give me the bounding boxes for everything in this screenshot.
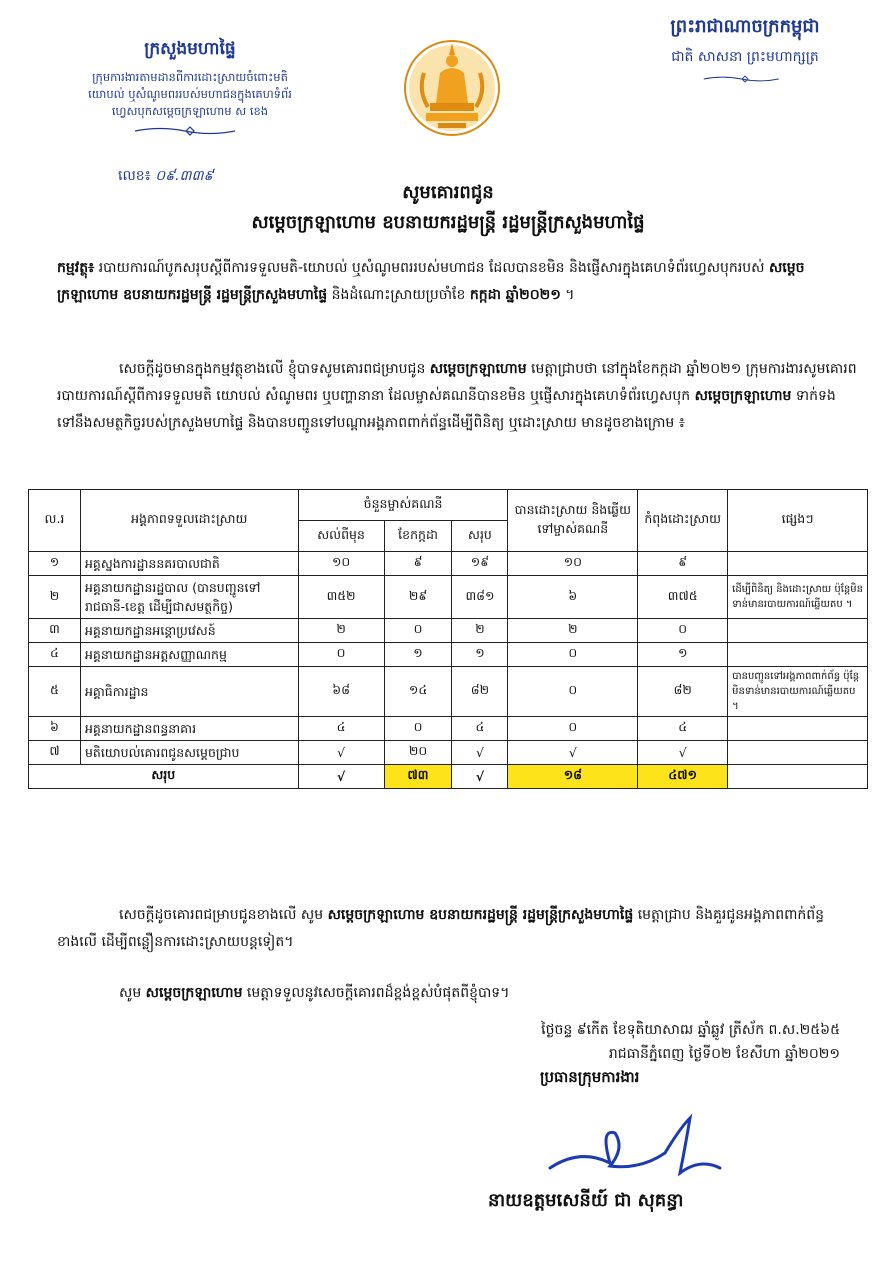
- respect-paragraph: សូម សម្តេចក្រឡាហោម មេត្តាទទួលនូវសេចក្តីគោរពដ៏ខ្ពង់ខ្ពស់បំផុតពីខ្ញុំបាទ។: [119, 985, 510, 1001]
- table-cell-sum: ៣៨១: [452, 576, 508, 619]
- header-in-progress: កំពុងដោះស្រាយ: [638, 490, 728, 552]
- total-label: សរុប: [29, 765, 299, 789]
- table-cell-in-progress: ៣៧៥: [638, 576, 728, 619]
- table-cell-prev: ៤: [298, 717, 384, 741]
- table-row: [29, 552, 868, 576]
- table-cell-resolved: ០: [508, 643, 638, 667]
- kingdom-header: [610, 14, 880, 88]
- body-paragraph: សេចក្តីដូចមានក្នុងកម្មវត្ថុខាងលើ ខ្ញុំបាទសូមគោរពជម្រាបជូន សម្តេចក្រឡាហោម មេត្តាជ្រាបថា នៅក្នុងខែកក្កដា ឆ្នាំ២០២១ ក្រុមការងារសូមគោរពរបាយការណ៍ស្តីពីការទទួលមតិ យោបល់ សំណូមពរ ឬបញ្ហានានា ដែលម្ចាស់គណនីបានខមិន ឬផ្ញើសារក្នុងគេហទំព័រហ្វេសបុក សម្តេចក្រឡាហោម ទាក់ទងទៅនឹងសមត្ថកិច្ចរបស់ក្រសួងមហាផ្ទៃ និងបានបញ្ជូនទៅបណ្តាអង្គភាពពាក់ព័ន្ធដើម្បីពិនិត្យ ឬដោះស្រាយ មានដូចខាងក្រោម ៖: [57, 361, 857, 431]
- total-resolved-cell: ១៨: [508, 765, 638, 789]
- national-motto: ជាតិ សាសនា ព្រះមហាក្សត្រ: [671, 49, 819, 65]
- table-cell-unit: អគ្គនាយកដ្ឋានអត្តសញ្ញាណកម្ម: [80, 643, 298, 667]
- table-header-row: [29, 490, 868, 521]
- table-cell-no: ៧: [29, 741, 81, 765]
- table-row: [29, 619, 868, 643]
- table-row: [29, 741, 868, 765]
- ministry-subtitle: ក្រុមការងារតាមដានពីការដោះស្រាយចំពោះមតិ យោបល់ ឬសំណូមពររបស់មហាជនក្នុងគេហទំព័រ ហ្វេសបុកសម្តេចក្រឡាហោម ស ខេង: [88, 70, 292, 118]
- header-no: ល.រ: [29, 490, 81, 552]
- reference-number-value: ០៩.៣៣៩: [155, 168, 214, 184]
- table-cell-month: ១: [384, 643, 452, 667]
- table-cell-in-progress: ៤: [638, 717, 728, 741]
- office-title: ប្រធានក្រុមការងារ: [540, 1068, 640, 1086]
- table-cell-other: ដើម្បីពិនិត្យ និងដោះស្រាយ ប៉ុន្តែមិនទាន់មានរបាយការណ៍ឆ្លើយតប ។: [728, 576, 868, 619]
- table-cell-unit: អគ្គនាយកដ្ឋានរដ្ឋបាល (បានបញ្ជូនទៅរាជធានី-ខេត្ត ដើម្បីជាសមត្ថកិច្ច): [80, 576, 298, 619]
- table-cell-unit: អគ្គាធិការដ្ឋាន: [80, 667, 298, 717]
- table-cell-resolved: ០: [508, 667, 638, 717]
- table-cell-resolved: ២: [508, 619, 638, 643]
- kingdom-name: ព្រះរាជាណាចក្រកម្ពុជា: [670, 16, 820, 37]
- table-cell-prev: ៣៥២: [298, 576, 384, 619]
- table-cell-no: ៥: [29, 667, 81, 717]
- table-cell-month: ៩: [384, 552, 452, 576]
- table-cell-month: ២០: [384, 741, 452, 765]
- table-cell-unit: អគ្គស្នងការដ្ឋាននគរបាលជាតិ: [80, 552, 298, 576]
- header-other: ផ្សេងៗ: [728, 490, 868, 552]
- date-block: [400, 1018, 840, 1066]
- total-month-cell: ៧៣: [384, 765, 452, 789]
- header-resolved: បានដោះស្រាយ និងឆ្លើយទៅម្ចាស់គណនី: [508, 490, 638, 552]
- table-cell-no: ៤: [29, 643, 81, 667]
- header-sum: សរុប: [452, 521, 508, 552]
- table-row: [29, 717, 868, 741]
- table-cell-sum: ២: [452, 619, 508, 643]
- header-month: ខែកក្កដា: [384, 521, 452, 552]
- table-cell-unit: អគ្គនាយកដ្ឋានពន្ធនាគារ: [80, 717, 298, 741]
- header-prev: សល់ពីមុន: [298, 521, 384, 552]
- table-cell-other: [728, 619, 868, 643]
- subject-label: កម្មវត្ថុ៖: [57, 260, 95, 276]
- table-cell-resolved: ១០: [508, 552, 638, 576]
- royal-emblem-icon: [402, 33, 502, 143]
- reference-number: លេខ៖ ០៩.៣៣៩: [118, 168, 214, 184]
- table-cell-other: [728, 643, 868, 667]
- table-cell-sum: ១: [452, 643, 508, 667]
- report-table: [28, 489, 868, 789]
- table-cell-other: [728, 552, 868, 576]
- table-row: [29, 576, 868, 619]
- table-cell-in-progress: ៨២: [638, 667, 728, 717]
- header-unit: អង្គភាពទទួលដោះស្រាយ: [80, 490, 298, 552]
- handwritten-signature-icon: [540, 1108, 760, 1188]
- table-cell-prev: √: [298, 741, 384, 765]
- table-cell-month: ១៤: [384, 667, 452, 717]
- table-cell-resolved: ៦: [508, 576, 638, 619]
- table-cell-sum: ៨២: [452, 667, 508, 717]
- table-cell-no: ១: [29, 552, 81, 576]
- table-cell-prev: ២: [298, 619, 384, 643]
- table-cell-other: [728, 717, 868, 741]
- recipient-title: សម្តេចក្រឡាហោម ឧបនាយករដ្ឋមន្ត្រី រដ្ឋមន្ត្រីក្រសួងមហាផ្ទៃ: [251, 212, 645, 233]
- table-cell-in-progress: ៩: [638, 552, 728, 576]
- header-accounts: ចំនួនម្ចាស់គណនី: [298, 490, 508, 521]
- table-cell-month: ២៩: [384, 576, 452, 619]
- ornament-divider-icon: [130, 126, 250, 136]
- ornament-divider-icon: [700, 74, 790, 84]
- lunar-date: ថ្ងៃចន្ទ ៩កើត ខែទុតិយាសាឍ ឆ្នាំឆ្លូវ ត្រីស័ក ព.ស.២៥៦៥: [541, 1022, 840, 1038]
- solar-date: រាជធានីភ្នំពេញ ថ្ងៃទី០២ ខែសីហា ឆ្នាំ២០២១: [608, 1046, 840, 1062]
- table-cell-other: បានបញ្ជូនទៅអង្គភាពពាក់ព័ន្ធ ប៉ុន្តែមិនទាន់មានរបាយការណ៍ឆ្លើយតប ។: [728, 667, 868, 717]
- table-cell-no: ២: [29, 576, 81, 619]
- table-row: [29, 667, 868, 717]
- table-cell-sum: ៤: [452, 717, 508, 741]
- table-row: [29, 643, 868, 667]
- table-cell-unit: មតិយោបល់គោរពជូនសម្តេចជ្រាប: [80, 741, 298, 765]
- table-cell-resolved: √: [508, 741, 638, 765]
- signatory-name: នាយឧត្តមសេនីយ៍ ជា សុគន្ធា: [488, 1190, 684, 1211]
- table-cell-no: ៦: [29, 717, 81, 741]
- table-cell-prev: ១០: [298, 552, 384, 576]
- closing-paragraph: សេចក្តីដូចគោរពជម្រាបជូនខាងលើ សូម សម្តេចក្រឡាហោម ឧបនាយករដ្ឋមន្ត្រី រដ្ឋមន្ត្រីក្រសួងមហាផ្ទៃ មេត្តាជ្រាប និងគួរជូនអង្គភាពពាក់ព័ន្ធខាងលើ ដើម្បីពន្លឿនការដោះស្រាយបន្តទៀត។: [57, 907, 825, 950]
- table-cell-sum: ១៩: [452, 552, 508, 576]
- table-cell-no: ៣: [29, 619, 81, 643]
- table-cell-other: [728, 741, 868, 765]
- table-cell-month: ០: [384, 619, 452, 643]
- table-cell-prev: ០: [298, 643, 384, 667]
- table-cell-prev: ៦៨: [298, 667, 384, 717]
- table-cell-month: ០: [384, 717, 452, 741]
- total-in-progress-cell: ៤៧១: [638, 765, 728, 789]
- salutation: សូមគោរពជូន: [402, 182, 494, 203]
- ministry-name: ក្រសួងមហាផ្ទៃ: [144, 39, 236, 59]
- table-cell-unit: អគ្គនាយកដ្ឋានអន្តោប្រវេសន៍: [80, 619, 298, 643]
- table-total-row: សរុប √ ៧៣ √ ១៨ ៤៧១: [29, 765, 868, 789]
- table-cell-in-progress: √: [638, 741, 728, 765]
- ministry-header: [40, 38, 340, 140]
- table-cell-in-progress: ១: [638, 643, 728, 667]
- table-cell-resolved: ០: [508, 717, 638, 741]
- table-cell-sum: √: [452, 741, 508, 765]
- subject-paragraph: កម្មវត្ថុ៖ របាយការណ៍បូកសរុបស្តីពីការទទួលមតិ-យោបល់ ឬសំណូមពររបស់មហាជន ដែលបានខមិន និងផ្ញើសារក្នុងគេហទំព័រហ្វេសបុករបស់ សម្តេចក្រឡាហោម ឧបនាយករដ្ឋមន្ត្រី រដ្ឋមន្ត្រីក្រសួងមហាផ្ទៃ និងដំណោះស្រាយប្រចាំខែ កក្កដា ឆ្នាំ២០២១ ។: [57, 260, 805, 303]
- table-cell-in-progress: ០: [638, 619, 728, 643]
